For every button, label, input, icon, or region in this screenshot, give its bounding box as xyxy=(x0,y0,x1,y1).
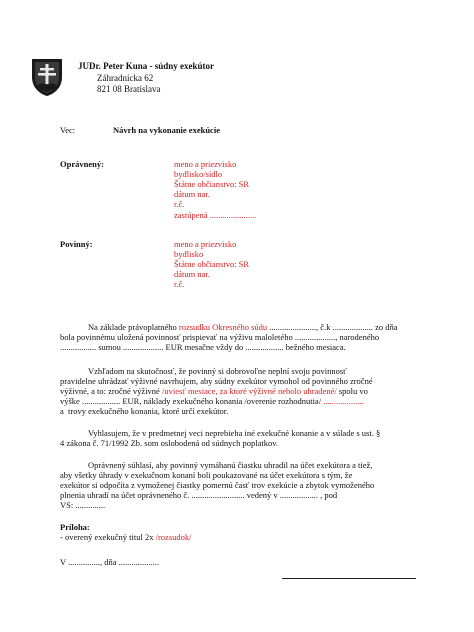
costs-placeholder: ................... xyxy=(323,396,364,406)
signature-line xyxy=(282,578,416,579)
slovak-coat-of-arms-icon xyxy=(30,57,64,97)
court-decision-placeholder: rozsudku Okresného súdu xyxy=(178,322,268,332)
place-and-date: V ..............., dňa ................... xyxy=(60,557,160,567)
subject-label: Vec: xyxy=(60,125,76,135)
creditor-citizenship: Štátne občianstvo: SR xyxy=(174,179,250,189)
executor-city: 821 08 Bratislava xyxy=(97,84,161,94)
paragraph-1-line-3: ................. sumou ................... EUR mesačne vždy do .................. bežného mesiaca. xyxy=(60,342,346,352)
paragraph-2-text: výživné, a to: zročné výživné xyxy=(60,386,162,396)
paragraph-1-text-end: ......................, č.k ................... zo dňa xyxy=(267,322,398,332)
paragraph-2-line-5: a trovy exekučného konania, ktoré určí exekútor. xyxy=(60,406,229,416)
attachment-item-text: - overený exekučný titul 2x xyxy=(60,532,156,542)
paragraph-4-line-1: Oprávnený súhlasí, aby povinný vymáhanú čiastku uhradil na účet exekútora a tiež, xyxy=(88,460,373,470)
debtor-birthdate: dátum nar. xyxy=(174,269,210,279)
paragraph-2-line-4 xyxy=(60,396,364,406)
subject-title: Návrh na vykonanie exekúcie xyxy=(113,125,220,135)
paragraph-3-line-2: 4 zákona č. 71/1992 Zb. som oslobodená od súdnych poplatkov. xyxy=(60,438,279,448)
paragraph-2-text-end: spolu vo xyxy=(336,386,368,396)
paragraph-2-line-3 xyxy=(60,386,368,396)
paragraph-4-line-2: aby všetky úhrady v exekučnom konaní boli poukazované na účet exekútora s tým, že xyxy=(60,470,353,480)
debtor-name: meno a priezvisko xyxy=(174,239,237,249)
paragraph-2-line-1: Vzhľadom na skutočnosť, že povinný si dobrovoľne neplní svoju povinnosť xyxy=(88,366,347,376)
paragraph-2-costs: výške .................. EUR, náklady exekučného konania /overenie rozhodnutia/ xyxy=(60,396,324,406)
creditor-address: bydlisko/sídlo xyxy=(174,169,223,179)
creditor-birthdate: dátum nar. xyxy=(174,189,210,199)
paragraph-4-line-4: plnenia uhradí na účet oprávneného č. ......................... vedený v .................. , pod xyxy=(60,490,338,500)
paragraph-1-text: Na základe právoplatného xyxy=(88,322,179,332)
paragraph-1-line-2: bola povinnému uložená povinnosť prispievať na výživu maloletého ..................., narodeného xyxy=(60,332,380,342)
months-placeholder: /uviesť mesiace, za ktoré výživné nebolo uhradené/ xyxy=(161,386,337,396)
debtor-address: bydlisko xyxy=(174,249,204,259)
debtor-citizenship: Štátne občianstvo: SR xyxy=(174,259,250,269)
executor-street: Záhradnícka 62 xyxy=(97,73,154,83)
creditor-representative: zastúpená ...................... xyxy=(174,210,257,220)
paragraph-1-line-1 xyxy=(88,322,398,332)
creditor-name: meno a priezvisko xyxy=(174,159,237,169)
creditor-label: Oprávnený: xyxy=(60,159,104,169)
paragraph-2-line-2: pravidelne uhrádzať výživné navrhujem, aby súdny exekútor vymohol od povinného zročné xyxy=(60,376,373,386)
attachment-label: Príloha: xyxy=(60,522,90,532)
creditor-birth-number: r.č. xyxy=(174,199,185,209)
paragraph-3-line-1: Vyhlasujem, že v predmetnej veci neprebieha iné exekučné konanie a v súlade s ust. § xyxy=(88,428,381,438)
paragraph-4-line-5: VS: .............. xyxy=(60,500,106,510)
attachment-item-judgment: /rozsudok/ xyxy=(155,532,192,542)
executor-name: JUDr. Peter Kuna - súdny exekútor xyxy=(78,61,215,71)
paragraph-4-line-3: exekútor si odpočíta z vymoženej čiastky pomernú časť trov exekúcie a zbytok vymoženého xyxy=(60,480,375,490)
attachment-item xyxy=(60,532,192,542)
debtor-birth-number: r.č. xyxy=(174,279,185,289)
debtor-label: Povinný: xyxy=(60,239,93,249)
